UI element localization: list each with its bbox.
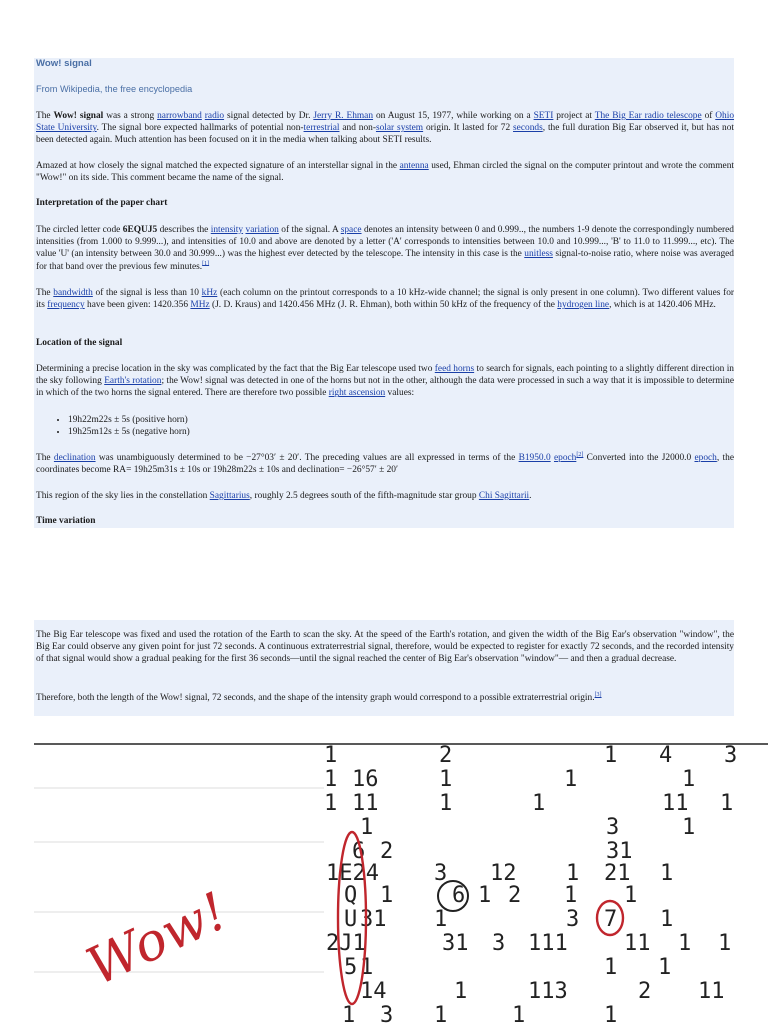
svg-text:3: 3: [566, 907, 580, 932]
list-item: • 19h22m22s ± 5s (positive horn): [68, 414, 190, 426]
svg-text:1: 1: [324, 791, 338, 816]
svg-text:Q: Q: [344, 883, 358, 908]
link-khz[interactable]: kHz: [201, 288, 218, 298]
svg-text:31: 31: [606, 839, 633, 864]
svg-text:2: 2: [508, 883, 522, 908]
svg-text:1: 1: [439, 767, 453, 792]
heading-interpretation: Interpretation of the paper chart: [36, 198, 168, 208]
link-big-ear[interactable]: The Big Ear radio telescope: [594, 111, 702, 121]
svg-text:113: 113: [528, 979, 568, 1004]
svg-text:1E24: 1E24: [326, 861, 379, 886]
svg-text:1: 1: [360, 955, 374, 980]
printout-svg: [34, 742, 768, 1024]
svg-text:1: 1: [682, 815, 696, 840]
intro-paragraph-2: Amazed at how closely the signal matched the expected signature of an interstellar signal in the antenna used, Ehman circled the signal on the computer printout and wrote the comment "Wow!" on its side. This comment became the name of the signal.: [36, 161, 734, 184]
location-paragraph-3: This region of the sky lies in the constellation Sagittarius, roughly 2.5 degrees south of the fifth-magnitude star group Chi Sagittarii.: [36, 491, 532, 501]
link-bandwidth[interactable]: bandwidth: [53, 288, 93, 298]
svg-text:16: 16: [352, 767, 379, 792]
link-feed-horns[interactable]: feed horns: [434, 364, 475, 374]
ra-list: [36, 414, 190, 438]
link-frequency[interactable]: frequency: [47, 300, 85, 311]
article-subtitle: From Wikipedia, the free encyclopedia: [36, 84, 193, 94]
link-terrestrial[interactable]: terrestrial: [303, 123, 340, 134]
svg-text:1: 1: [564, 767, 578, 792]
svg-text:111: 111: [528, 931, 568, 956]
svg-text:14: 14: [360, 979, 387, 1004]
link-narrowband[interactable]: narrowband: [157, 111, 202, 121]
svg-text:2: 2: [638, 979, 652, 1004]
link-space[interactable]: space: [340, 225, 362, 235]
svg-text:1: 1: [532, 791, 546, 816]
svg-text:3: 3: [492, 931, 506, 956]
figure-gap: [34, 528, 734, 620]
link-earth-rotation[interactable]: Earth's rotation: [104, 376, 162, 387]
svg-text:1: 1: [564, 883, 578, 908]
svg-text:3: 3: [380, 1003, 394, 1024]
time-paragraph-1: The Big Ear telescope was fixed and used the rotation of the Earth to scan the sky. At the speed of the Earth's rotation, and given the width of the Big Ear's observation "window", the Big Ear could observe any given point for just 72 seconds. A continuous extraterrestrial signal, therefore, would be expected to register for exactly 72 seconds, and the recorded intensity of that signal would show a gradual peaking for the first 36 seconds—until the signal reached the center of Big Ear's observation "window"— and then a gradual decrease.: [36, 630, 734, 665]
link-unitless[interactable]: unitless: [524, 249, 553, 260]
svg-text:1: 1: [624, 883, 638, 908]
ref-1[interactable]: [1]: [202, 260, 210, 267]
svg-text:1: 1: [720, 791, 734, 816]
svg-text:1: 1: [434, 907, 448, 932]
ref-2[interactable]: [2]: [576, 451, 584, 458]
link-ehman[interactable]: Jerry R. Ehman: [313, 111, 374, 121]
link-intensity[interactable]: intensity: [210, 225, 244, 235]
article-title[interactable]: Wow! signal: [36, 58, 92, 69]
svg-text:11: 11: [662, 791, 689, 816]
time-paragraph-2: Therefore, both the length of the Wow! signal, 72 seconds, and the shape of the intensity graph would correspond to a possible extraterrestrial origin.[3]: [36, 691, 602, 703]
link-hydrogen-line[interactable]: hydrogen line: [557, 300, 610, 311]
location-paragraph-1: Determining a precise location in the sky was complicated by the fact that the Big Ear telescope used two feed horns to search for signals, each pointing to a slightly different direction in the sky following Earth's rotation; the Wow! signal was detected in one of the horns but not in the other, although the data were processed in such a way that it is impossible to determine in which of the two horns the signal entered. There are therefore two possible right ascension values:: [36, 364, 734, 399]
svg-text:11: 11: [352, 791, 379, 816]
svg-text:1: 1: [660, 861, 674, 886]
svg-text:1: 1: [434, 1003, 448, 1024]
svg-text:1: 1: [566, 861, 580, 886]
svg-text:1: 1: [604, 955, 618, 980]
svg-text:6: 6: [352, 839, 366, 864]
intro-paragraph-1: The Wow! signal was a strong narrowband radio signal detected by Dr. Jerry R. Ehman on August 15, 1977, while working on a SETI project at The Big Ear radio telescope of Ohio State University. The signal bore expected hallmarks of potential non-terrestrial and non-solar system origin. It lasted for 72 seconds, the full duration Big Ear observed it, but has not been detected again. Much attention has been focused on it in the media when talking about SETI results.: [36, 111, 735, 146]
svg-text:2: 2: [439, 743, 453, 768]
list-item: • 19h25m12s ± 5s (negative horn): [68, 426, 190, 438]
svg-text:5: 5: [344, 955, 358, 980]
svg-text:31: 31: [442, 931, 469, 956]
term-6equj5: 6EQUJ5: [122, 225, 158, 235]
svg-text:1: 1: [439, 791, 453, 816]
svg-text:1: 1: [342, 1003, 356, 1024]
svg-text:1: 1: [324, 743, 338, 768]
svg-text:2J1: 2J1: [326, 931, 366, 956]
link-variation[interactable]: variation: [245, 225, 279, 235]
heading-time-variation: Time variation: [36, 516, 96, 526]
link-seti[interactable]: SETI: [533, 111, 554, 121]
svg-text:3: 3: [434, 861, 448, 886]
link-chi-sagittarii[interactable]: Chi Sagittarii: [478, 491, 530, 501]
link-declination[interactable]: declination: [53, 453, 96, 463]
link-radio[interactable]: radio: [204, 111, 225, 121]
svg-text:1: 1: [360, 815, 374, 840]
svg-text:21: 21: [604, 861, 631, 886]
svg-text:6: 6: [452, 883, 466, 908]
interpretation-paragraph-2: The bandwidth of the signal is less than 10 kHz (each column on the printout corresponds to a 10 kHz-wide channel; the signal is only present in one column). Two different values for its frequency have been given: 1420.356 MHz (J. D. Kraus) and 1420.456 MHz (J. R. Ehman), both within 50 kHz of the frequency of the hydrogen line, which is at 1420.406 MHz.: [36, 288, 734, 311]
link-epoch-j2000[interactable]: epoch: [694, 453, 717, 463]
svg-text:4: 4: [659, 743, 673, 768]
svg-text:7: 7: [604, 907, 618, 932]
svg-text:1: 1: [660, 907, 674, 932]
svg-text:1: 1: [324, 767, 338, 792]
link-mhz[interactable]: MHz: [190, 300, 210, 311]
printout-digits: [324, 743, 737, 1024]
link-solar-system[interactable]: solar system: [375, 123, 424, 134]
svg-text:11: 11: [624, 931, 651, 956]
svg-text:12: 12: [490, 861, 517, 886]
link-antenna[interactable]: antenna: [399, 161, 429, 171]
svg-text:1: 1: [604, 743, 618, 768]
link-seconds[interactable]: seconds: [513, 123, 543, 134]
svg-text:1: 1: [682, 767, 696, 792]
svg-text:1: 1: [658, 955, 672, 980]
svg-text:3: 3: [724, 743, 738, 768]
svg-text:1: 1: [380, 883, 394, 908]
svg-text:2: 2: [380, 839, 394, 864]
svg-text:1: 1: [478, 883, 492, 908]
interpretation-paragraph-1: The circled letter code 6EQUJ5 describes the intensity variation of the signal. A space denotes an intensity between 0 and 0.999.., the numbers 1-9 denote the correspondingly numbered intensities (from 1.000 to 9.999...), and intensities of 10.0 and above are denoted by a letter ('A' corresponds to intensities between 10.0 and 10.999..., 'B' to 11.0 to 11.999..., etc). The value 'U' (an intensity between 30.0 and 30.999...) was the highest ever detected by the telescope. The intensity in this case is the unitless signal-to-noise ratio, where noise was averaged for that band over the previous few minutes.[1]: [36, 225, 734, 272]
svg-text:1: 1: [512, 1003, 526, 1024]
svg-text:1: 1: [718, 931, 732, 956]
svg-text:1: 1: [604, 1003, 618, 1024]
term-wow-signal: Wow! signal: [53, 111, 104, 121]
heading-location: Location of the signal: [36, 338, 123, 348]
svg-text:U: U: [344, 907, 358, 932]
svg-text:31: 31: [360, 907, 387, 932]
link-osu[interactable]: Ohio State University: [36, 111, 735, 134]
wow-handwriting: Wow!: [78, 881, 237, 998]
svg-text:1: 1: [678, 931, 692, 956]
wow-printout-image: [34, 742, 768, 1024]
location-paragraph-2: The declination was unambiguously determined to be −27°03′ ± 20′. The preceding values are all expressed in terms of the B1950.0 epoch[2] Converted into the J2000.0 epoch, the coordinates become RA= 19h25m31s ± 10s or 19h28m22s ± 10s and declination= −26°57′ ± 20′: [36, 451, 734, 476]
svg-text:3: 3: [606, 815, 620, 840]
svg-text:1: 1: [454, 979, 468, 1004]
ref-3[interactable]: [3]: [594, 691, 602, 698]
link-right-ascension[interactable]: right ascension: [328, 388, 386, 399]
svg-text:11: 11: [698, 979, 725, 1004]
link-epoch[interactable]: epoch: [553, 453, 577, 463]
link-b1950[interactable]: B1950.0: [518, 453, 551, 463]
link-sagittarius[interactable]: Sagittarius: [209, 491, 250, 501]
